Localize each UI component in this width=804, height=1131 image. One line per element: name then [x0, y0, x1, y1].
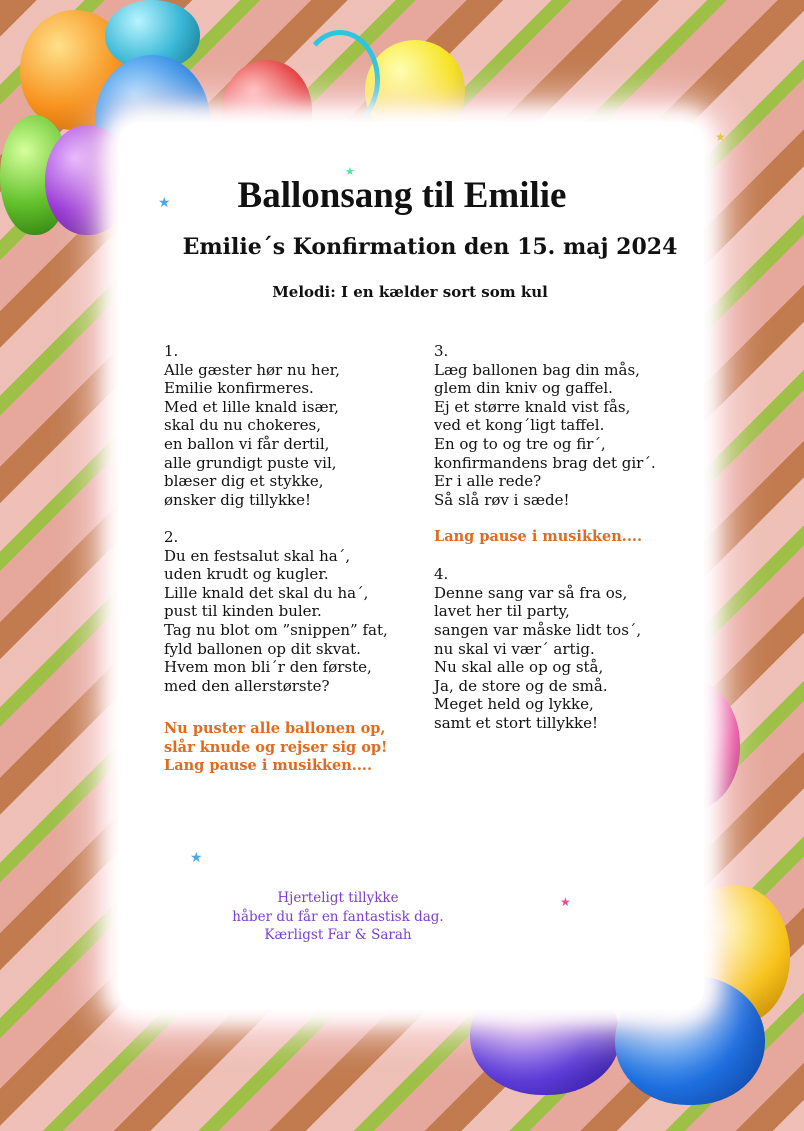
greeting-line: Kærligst Far & Sarah: [264, 927, 412, 943]
verse-line: ved et kong´ligt taffel.: [434, 416, 605, 435]
verse-number: 1.: [164, 342, 179, 360]
verse-line: Så slå røv i sæde!: [434, 490, 570, 509]
verse-line: Alle gæster hør nu her,: [164, 360, 340, 379]
verse-line: fyld ballonen op dit skvat.: [164, 639, 361, 658]
verse-line: Er i alle rede?: [434, 472, 542, 491]
melody-line: Melodi: I en kælder sort som kul: [272, 283, 548, 301]
left-column: [164, 342, 414, 714]
verse-line: ønsker dig tillykke!: [164, 490, 312, 509]
verse-2: [164, 528, 414, 695]
music-pause-note: [164, 720, 387, 776]
confetti-star-icon: ★: [345, 165, 355, 178]
greeting-line: Hjerteligt tillykke: [277, 890, 399, 906]
verse-line: Med et lille knald især,: [164, 397, 339, 416]
music-pause-note: Lang pause i musikken....: [434, 527, 642, 545]
note-line: Nu puster alle ballonen op,: [164, 720, 386, 737]
verse-line: skal du nu chokeres,: [164, 416, 321, 435]
verse-line: Meget held og lykke,: [434, 695, 594, 714]
verse-line: Læg ballonen bag din mås,: [434, 360, 640, 379]
verse-line: glem din kniv og gaffel.: [434, 379, 613, 398]
verse-line: Ej et større knald vist fås,: [434, 397, 631, 416]
right-column: [434, 342, 694, 751]
verse-3: [434, 342, 694, 509]
confetti-star-icon: ★: [560, 895, 571, 909]
verse-line: samt et stort tillykke!: [434, 713, 599, 732]
verse-line: Nu skal alle op og stå,: [434, 658, 604, 677]
verse-line: en ballon vi får dertil,: [164, 434, 330, 453]
page-subtitle: Emilie´s Konfirmation den 15. maj 2024: [182, 234, 678, 260]
ribbon-icon: [300, 30, 380, 130]
verse-line: Hvem mon bli´r den første,: [164, 658, 372, 677]
verse-1: [164, 342, 414, 509]
verse-line: Du en festsalut skal ha´,: [164, 546, 350, 565]
verse-4: [434, 565, 694, 732]
verse-line: pust til kinden buler.: [164, 602, 322, 621]
greeting-line: håber du får en fantastisk dag.: [232, 908, 444, 925]
verse-line: Emilie konfirmeres.: [164, 379, 314, 398]
verse-line: lavet her til party,: [434, 602, 570, 621]
verse-number: 3.: [434, 342, 449, 360]
verse-line: nu skal vi vær´ artig.: [434, 639, 595, 658]
confetti-star-icon: ★: [715, 130, 726, 144]
verse-line: Lille knald det skal du ha´,: [164, 583, 369, 602]
verse-line: Ja, de store og de små.: [434, 676, 608, 695]
verse-number: 2.: [164, 527, 179, 546]
page-title: Ballonsang til Emilie: [237, 175, 567, 216]
verse-line: konfirmandens brag det gir´.: [434, 453, 656, 472]
note-line: Lang pause i musikken....: [164, 757, 372, 775]
note-line: slår knude og rejser sig op!: [164, 738, 388, 756]
confetti-star-icon: ★: [190, 850, 203, 866]
verse-line: sangen var måske lidt tos´,: [434, 620, 642, 639]
verse-line: alle grundigt puste vil,: [164, 453, 337, 472]
verse-line: uden krudt og kugler.: [164, 565, 329, 584]
verse-line: En og to og tre og fir´,: [434, 434, 606, 453]
verse-number: 4.: [434, 565, 449, 584]
verse-line: Denne sang var så fra os,: [434, 583, 628, 602]
verse-line: Tag nu blot om ”snippen” fat,: [164, 620, 388, 639]
confetti-star-icon: ★: [158, 195, 171, 211]
greeting-message: [208, 889, 468, 945]
verse-line: blæser dig et stykke,: [164, 472, 324, 491]
verse-line: med den allerstørste?: [164, 676, 330, 695]
